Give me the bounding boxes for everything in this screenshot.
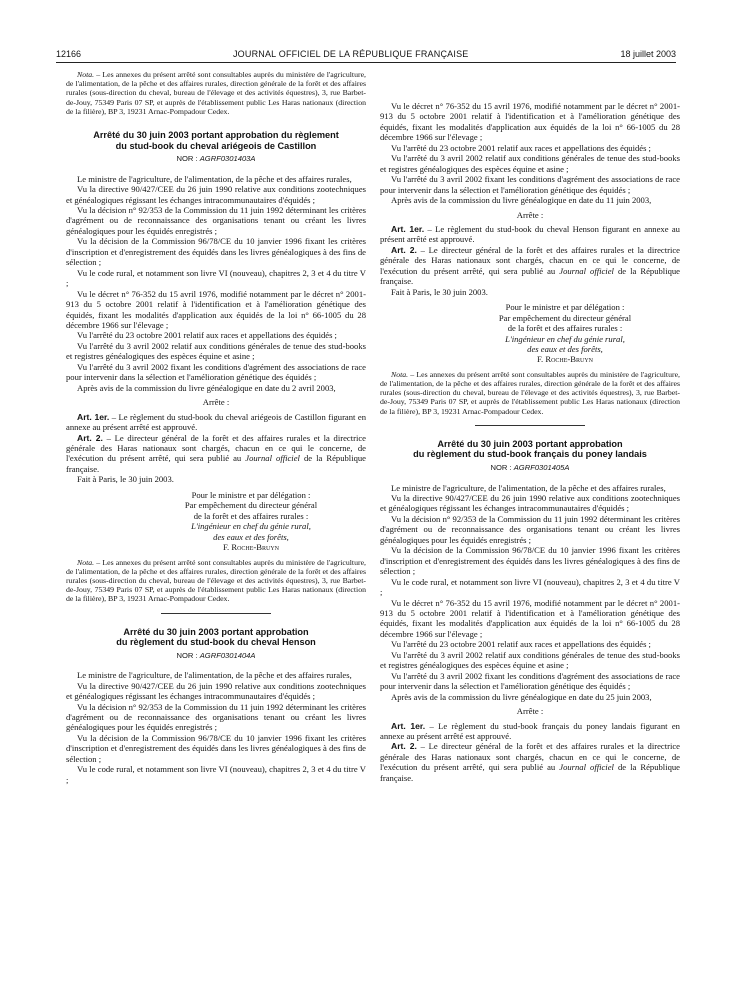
issue-date: 18 juillet 2003 [620,49,676,59]
journal-title: JOURNAL OFFICIEL DE LA RÉPUBLIQUE FRANÇAISE [232,49,469,59]
arrete-castillon-nor: NOR : AGRF0301403A [176,154,256,164]
article-2: Art. 2. – Le directeur général de la forêt et des affaires rurales et la directrice générale des Haras nationaux sont chargés, chacun en ce qui le concerne, de l'exécution du présent arrêté, qui sera publié au Journal officiel de la République française. [66,432,366,474]
visa-paragraph: Vu la directive 90/427/CEE du 26 juin 1990 relative aux conditions zootechniques et généalogiques régissant les échanges intracommunautaires d'équidés ; [66,680,366,702]
arrete-henson-nor: NOR : AGRF0301404A [176,650,256,660]
visa-paragraph: Vu le code rural, et notamment son livre VI (nouveau), chapitres 2, 3 et 4 du titre V ; [66,267,366,289]
arrete-label: Arrête : [516,209,544,220]
visa-paragraph: Vu la décision n° 92/353 de la Commission du 11 juin 1992 déterminant les critères d'agrément ou de reconnaissance des organisations tenant ou créant les livres généalogiques pour les équidés enregistrés ; [66,205,366,236]
right-column [380,101,680,783]
visa-paragraph: Vu le décret n° 76-352 du 15 avril 1976, modifié notamment par le décret n° 2001-913 du 5 octobre 2001 relatif à l'identification et à l'amélioration génétique des équidés, fixant les modalités d'application aux équidés de la loi n° 66-1005 du 28 décembre 1966 sur l'élevage ; [380,597,680,639]
visa-paragraph: Vu le décret n° 76-352 du 15 avril 1976, modifié notamment par le décret n° 2001-913 du 5 octobre 2001 relatif à l'identification et à l'amélioration génétique des équidés, fixant les modalités d'application aux équidés de la loi n° 66-1005 du 28 décembre 1966 sur l'élevage ; [380,101,680,143]
signature-block: Pour le ministre et par délégation : Par empêchement du directeur général de la forêt et des affaires rurales : L'ingénieur en chef du génie rural, des eaux et des forêts, F. Roche-Bruyn [184,489,318,553]
visa-paragraph: Vu la décision n° 92/353 de la Commission du 11 juin 1992 déterminant les critères d'agrément ou de reconnaissance des organisations tenant ou créant les livres généalogiques pour les équidés enregistrés ; [66,701,366,733]
section-separator [475,425,585,426]
visa-paragraph: Vu la décision de la Commission 96/78/CE du 10 janvier 1996 fixant les critères d'inscription et d'enregistrement des équidés dans les livres généalogiques à des fins de sélection ; [66,236,366,268]
avis-paragraph: Après avis de la commission du livre généalogique en date du 2 avril 2003, [77,382,336,393]
visa-paragraph: Vu la décision de la Commission 96/78/CE du 10 janvier 1996 fixant les critères d'inscription et d'enregistrement des équidés dans les livres généalogiques à des fins de sélection ; [66,732,366,764]
header-rule [56,62,676,63]
left-column [66,70,366,785]
visa-paragraph: Vu la directive 90/427/CEE du 26 juin 1990 relative aux conditions zootechniques et généalogiques régissant les échanges intracommunautaires d'équidés ; [66,184,366,205]
arrete-castillon [66,130,366,604]
visa-paragraph: Vu la décision n° 92/353 de la Commission du 11 juin 1992 déterminant les critères d'agrément ou de reconnaissance des organisations tenant ou créant les livres généalogiques pour les équidés enregistrés ; [380,513,680,545]
visa-paragraph: Vu l'arrêté du 23 octobre 2001 relatif aux races et appellations des équidés ; [77,330,337,341]
nota-note: Nota. – Les annexes du présent arrêté sont consultables auprès du ministère de l'agriculture, de l'alimentation, de la pêche et des affaires rurales, direction générale de la forêt et des affaires rurales (sous-direction du cheval, bureau de l'élevage et des activités équestres), 3, rue Barbet-de-Jouy, 75349 Paris 07 SP, et auprès de l'établissement public Les Haras nationaux (direction de la filière), BP 3, 19231 Arnac-Pompadour Cedex. [66,557,366,604]
visa-paragraph: Vu l'arrêté du 3 avril 2002 fixant les conditions d'agrément des associations de race pour intervenir dans la sélection et l'amélioration génétique des équidés ; [66,361,366,383]
arrete-label: Arrête : [516,706,544,717]
nota-note: Nota. – Les annexes du présent arrêté sont consultables auprès du ministère de l'agriculture, de l'alimentation, de la pêche et des affaires rurales, direction générale de la forêt et des affaires rurales (sous-direction du cheval, bureau de l'élevage et des activités équestres), 3, rue Barbet-de-Jouy, 75349 Paris 07 SP, et auprès de l'établissement public Les Haras nationaux (direction de la filière), BP 3, 19231 Arnac-Pompadour Cedex. [66,70,366,116]
avis-paragraph: Après avis de la commission du livre généalogique en date du 11 juin 2003, [391,195,652,206]
visa-paragraph: Le ministre de l'agriculture, de l'alimentation, de la pêche et des affaires rurales, [391,482,666,493]
article-1: Art. 1er. – Le règlement du stud-book du cheval Henson figurant en annexe au présent arrêté est approuvé. [380,223,680,245]
fait-line: Fait à Paris, le 30 juin 2003. [77,474,174,485]
avis-paragraph: Après avis de la commission du livre généalogique en date du 25 juin 2003, [391,691,652,702]
visa-paragraph: Vu l'arrêté du 3 avril 2002 fixant les conditions d'agrément des associations de race pour intervenir dans la sélection et l'amélioration génétique des équidés ; [380,670,680,692]
visa-paragraph: Vu l'arrêté du 3 avril 2002 relatif aux conditions générales de tenue des stud-books et registres généalogiques des espèces équine et asine ; [380,153,680,174]
visa-paragraph: Vu l'arrêté du 3 avril 2002 fixant les conditions d'agrément des associations de race pour intervenir dans la sélection et l'amélioration génétique des équidés ; [380,174,680,195]
arrete-poney-landais-nor: NOR : AGRF0301405A [490,463,570,473]
visa-paragraph: Vu le décret n° 76-352 du 15 avril 1976, modifié notamment par le décret n° 2001-913 du 5 octobre 2001 relatif à l'identification et à l'amélioration génétique des équidés, fixant les modalités d'application aux équidés de la loi n° 66-1005 du 28 décembre 1966 sur l'élevage ; [66,288,366,330]
arrete-poney-landais-title: Arrêté du 30 juin 2003 portant approbation du règlement du stud-book français du poney landais [413,438,647,460]
arrete-castillon-title: Arrêté du 30 juin 2003 portant approbation du règlement du stud-book du cheval ariégeois de Castillon [93,130,339,151]
fait-line: Fait à Paris, le 30 juin 2003. [391,286,488,297]
page-header [56,49,676,59]
visa-paragraph: Le ministre de l'agriculture, de l'alimentation, de la pêche et des affaires rurales, [77,670,352,681]
visa-paragraph: Vu la décision de la Commission 96/78/CE du 10 janvier 1996 fixant les critères d'inscription et d'enregistrement des équidés dans les livres généalogiques à des fins de sélection ; [380,545,680,577]
section-separator [161,613,271,614]
article-1: Art. 1er. – Le règlement du stud-book du cheval ariégeois de Castillon figurant en annexe au présent arrêté est approuvé. [66,411,367,433]
nota-note: Nota. – Les annexes du présent arrêté sont consultables auprès du ministère de l'agriculture, de l'alimentation, de la pêche et des affaires rurales, direction générale de la forêt et des affaires rurales (sous-direction du cheval, bureau de l'élevage et des activités équestres), 3, rue Barbet-de-Jouy, 75349 Paris 07 SP, et auprès de l'établissement public Les Haras nationaux (direction de la filière), BP 3, 19231 Arnac-Pompadour Cedex. [380,369,680,416]
arrete-henson [66,627,366,786]
arrete-label: Arrête : [202,397,230,408]
arrete-henson-title: Arrêté du 30 juin 2003 portant approbation du règlement du stud-book du cheval Henson [116,626,316,648]
arrete-poney-landais [380,439,680,783]
visa-paragraph: Vu l'arrêté du 23 octobre 2001 relatif aux races et appellations des équidés ; [391,142,651,153]
article-2: Art. 2. – Le directeur général de la forêt et des affaires rurales et la directrice générale des Haras nationaux sont chargés, chacun en ce qui le concerne, de l'exécution du présent arrêté, qui sera publié au Journal officiel de la République française. [380,244,680,287]
visa-paragraph: Le ministre de l'agriculture, de l'alimentation, de la pêche et des affaires rurales, [77,173,352,184]
visa-paragraph: Vu l'arrêté du 3 avril 2002 relatif aux conditions générales de tenue des stud-books et registres généalogiques des espèces équine et asine ; [380,649,680,671]
article-1: Art. 1er. – Le règlement du stud-book français du poney landais figurant en annexe au présent arrêté est approuvé. [380,720,680,741]
visa-paragraph: Vu l'arrêté du 23 octobre 2001 relatif aux races et appellations des équidés ; [391,639,651,650]
page-number: 12166 [56,49,82,59]
visa-paragraph: Vu le code rural, et notamment son livre VI (nouveau), chapitres 2, 3 et 4 du titre V ; [380,576,680,598]
signature-block: Pour le ministre et par délégation : Par empêchement du directeur général de la forêt et des affaires rurales : L'ingénieur en chef du génie rural, des eaux et des forêts, F. Roche-Bruyn [498,302,632,365]
arrete-henson-continued [380,101,680,416]
article-2: Art. 2. – Le directeur général de la forêt et des affaires rurales et la directrice générale des Haras nationaux sont chargés, chacun en ce qui le concerne, de l'exécution du présent arrêté, qui sera publié au Journal officiel de la République française. [380,741,680,783]
visa-paragraph: Vu la directive 90/427/CEE du 26 juin 1990 relative aux conditions zootechniques et généalogiques régissant les échanges intracommunautaires d'équidés ; [380,492,680,514]
visa-paragraph: Vu l'arrêté du 3 avril 2002 relatif aux conditions générales de tenue des stud-books et registres généalogiques des espèces équine et asine ; [66,340,366,362]
visa-paragraph: Vu le code rural, et notamment son livre VI (nouveau), chapitres 2, 3 et 4 du titre V ; [66,764,366,785]
